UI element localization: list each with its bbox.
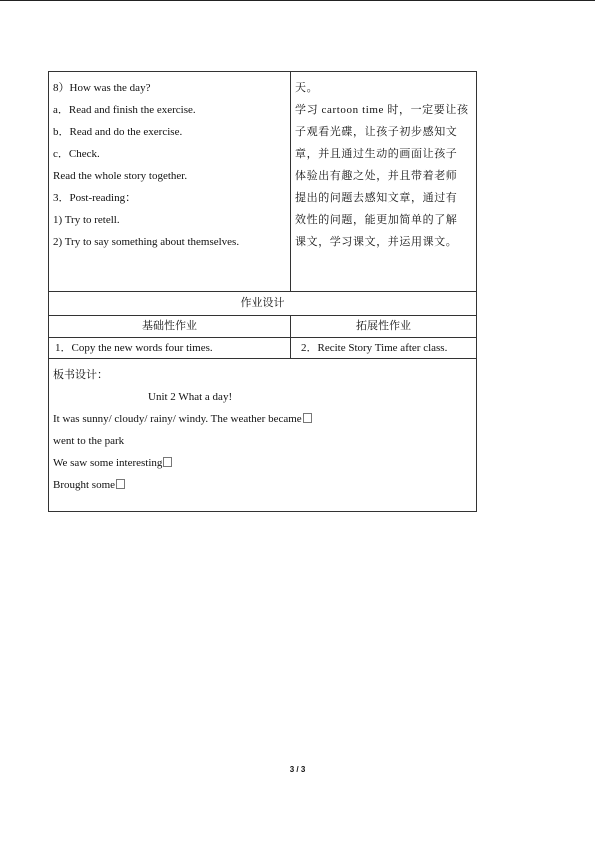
- intent-line: 课文，学习课文，并运用课文。: [295, 236, 458, 248]
- teaching-steps-cell: [49, 72, 291, 292]
- step-line: 1) Try to retell.: [53, 214, 120, 226]
- blank-box-icon: [163, 457, 172, 467]
- intent-line: 章，并且通过生动的画面让孩子: [295, 148, 458, 160]
- board-line: [53, 408, 476, 430]
- homework-title: 作业设计: [49, 292, 477, 316]
- basic-homework-header: 基础性作业: [49, 316, 291, 338]
- homework-title-row: [49, 292, 477, 316]
- homework-items-row: [49, 338, 477, 359]
- board-line: [53, 474, 476, 496]
- board-design-cell: [49, 359, 477, 512]
- extended-homework-header: 拓展性作业: [291, 316, 477, 338]
- board-design-row: [49, 359, 477, 512]
- blank-box-icon: [303, 413, 312, 423]
- teaching-process-row: [49, 72, 477, 292]
- step-line: 3．Post-reading：: [53, 192, 137, 204]
- board-line: [53, 452, 476, 474]
- intent-line: 提出的问题去感知文章，通过有: [295, 192, 458, 204]
- board-line: [53, 430, 476, 452]
- page-top-rule: [0, 0, 595, 1]
- design-intent-cell: [291, 72, 477, 292]
- extended-homework-item: 2．Recite Story Time after class.: [291, 338, 477, 359]
- blank-box-icon: [116, 479, 125, 489]
- intent-line: 学习 cartoon time 时，一定要让孩: [295, 104, 469, 116]
- page-number: 3 / 3: [289, 765, 306, 774]
- intent-line: 天。: [295, 82, 319, 94]
- board-line-text: Brought some: [53, 479, 116, 491]
- board-line-text: We saw some interesting: [53, 457, 163, 469]
- intent-line: 体验出有趣之处，并且带着老师: [295, 170, 458, 182]
- homework-header-row: [49, 316, 477, 338]
- intent-line: 效性的问题，能更加简单的了解: [295, 214, 458, 226]
- step-line: c．Check.: [53, 148, 100, 160]
- step-line: 8）How was the day?: [53, 82, 151, 94]
- board-label: 板书设计：: [53, 369, 108, 381]
- board-line-text: It was sunny/ cloudy/ rainy/ windy. The weather became: [53, 413, 302, 425]
- step-line: b．Read and do the exercise.: [53, 126, 183, 138]
- board-line-text: went to the park: [53, 435, 125, 447]
- intent-line: 子观看光碟，让孩子初步感知文: [295, 126, 458, 138]
- step-line: 2) Try to say something about themselves.: [53, 236, 240, 248]
- step-line: Read the whole story together.: [53, 170, 188, 182]
- lesson-plan-table: [48, 71, 477, 512]
- board-heading: Unit 2 What a day!: [148, 391, 233, 403]
- step-line: a．Read and finish the exercise.: [53, 104, 196, 116]
- basic-homework-item: 1．Copy the new words four times.: [49, 338, 291, 359]
